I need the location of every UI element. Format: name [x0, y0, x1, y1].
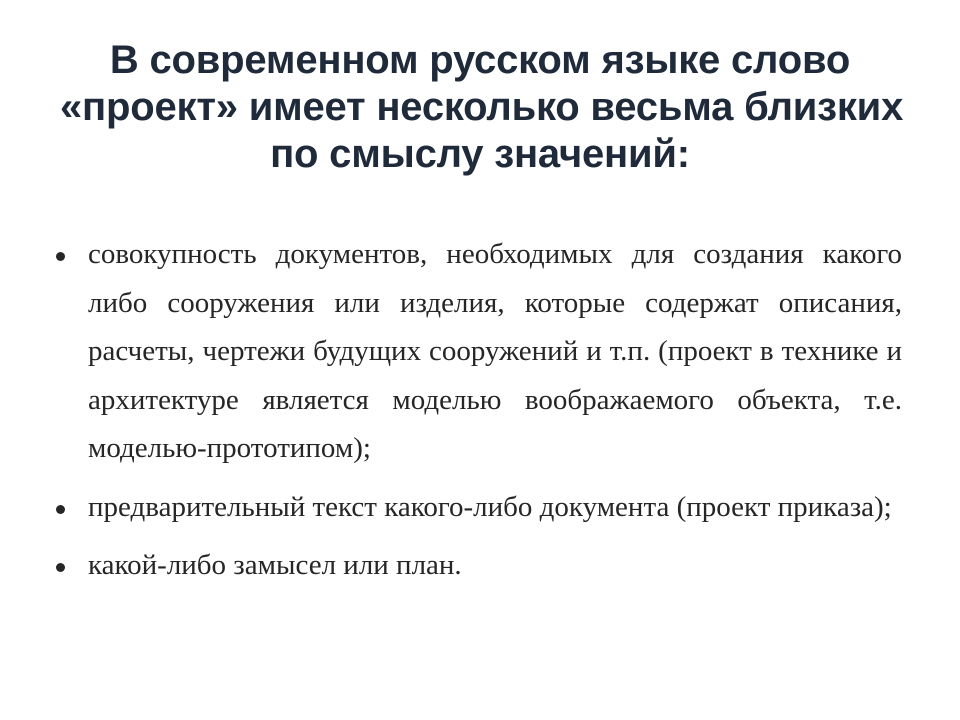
bullet-icon — [56, 563, 65, 572]
slide-title — [60, 37, 904, 178]
bullet-icon — [56, 505, 65, 514]
bullet-text-3: какой-либо замысел или план. — [88, 549, 462, 581]
bullet-item-2 — [50, 483, 902, 532]
bullet-list — [50, 230, 902, 600]
bullet-text-1: совокупность документов, необходимых для создания какого либо сооружения или изделия, которые содержат описания, расчеты, чертежи будущих сооружений и т.п. (проект в технике и архитектуре является моделью воображаемого объекта, т.е. моделью-прототипом); — [88, 238, 902, 464]
bullet-text-2: предварительный текст какого-либо документа (проект приказа); — [88, 490, 892, 523]
bullet-item-1 — [50, 230, 902, 473]
slide-title-line-3: по смыслу значений: — [270, 132, 690, 176]
bullet-item-3 — [50, 541, 902, 590]
bullet-icon — [56, 252, 65, 261]
slide-title-line-2: «проект» имеет несколько весьма близких — [60, 85, 904, 129]
slide-title-line-1: В современном русском языке слово — [109, 38, 851, 82]
